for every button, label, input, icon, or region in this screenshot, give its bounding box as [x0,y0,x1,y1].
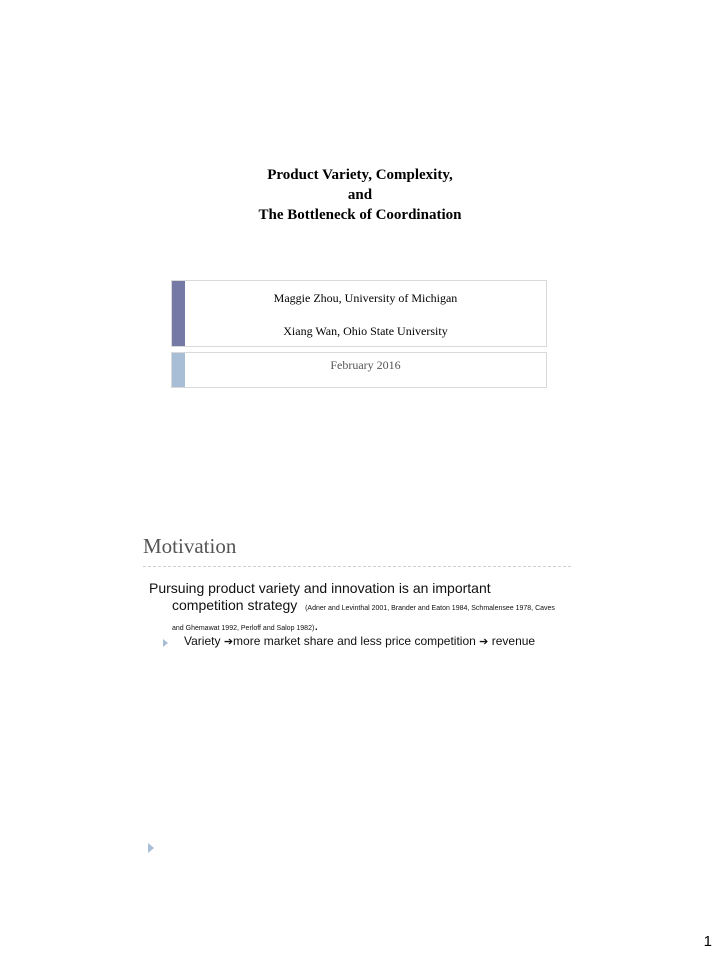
author-2: Xiang Wan, Ohio State University [283,324,448,338]
citation-part-2: and Ghemawat 1992, Perloff and Salop 1982) [172,625,315,632]
para-line-2-wrap [149,597,589,617]
authors-accent-bar [172,281,185,346]
citation-part-1: (Adner and Levinthal 2001, Brander and Eaton 1984, Schmalensee 1978, Caves [305,605,555,612]
bullet-end: revenue [491,634,536,648]
arrow-right-icon-2: ➔ [479,636,489,648]
date-accent-bar [172,353,185,387]
bullet-triangle-icon [163,639,168,647]
arrow-right-icon: ➔ [223,636,234,648]
empty-bullet [148,839,154,857]
bullet-middle: more market share and less price competition [233,634,476,648]
title-line-3: The Bottleneck of Coordination [258,207,462,223]
authors-box [171,280,547,347]
presentation-date: February 2016 [330,358,401,372]
section-heading: Motivation [143,534,237,558]
title-line-1: Product Variety, Complexity, [267,167,453,183]
page-number: 1 [703,933,712,950]
bullet-word-1: Variety [184,634,221,648]
para-line-1: Pursuing product variety and innovation is an important [149,580,491,596]
bullet-text [184,634,535,648]
empty-bullet-triangle-icon [148,843,154,853]
bullet-item [163,634,535,648]
title-line-2: and [347,187,373,203]
date-box [171,352,547,388]
para-period: . [314,617,319,633]
motivation-paragraph [149,580,589,637]
heading-divider [143,566,571,567]
para-line-2: competition strategy [172,597,298,613]
slide-title [0,165,720,225]
author-1: Maggie Zhou, University of Michigan [273,291,458,305]
